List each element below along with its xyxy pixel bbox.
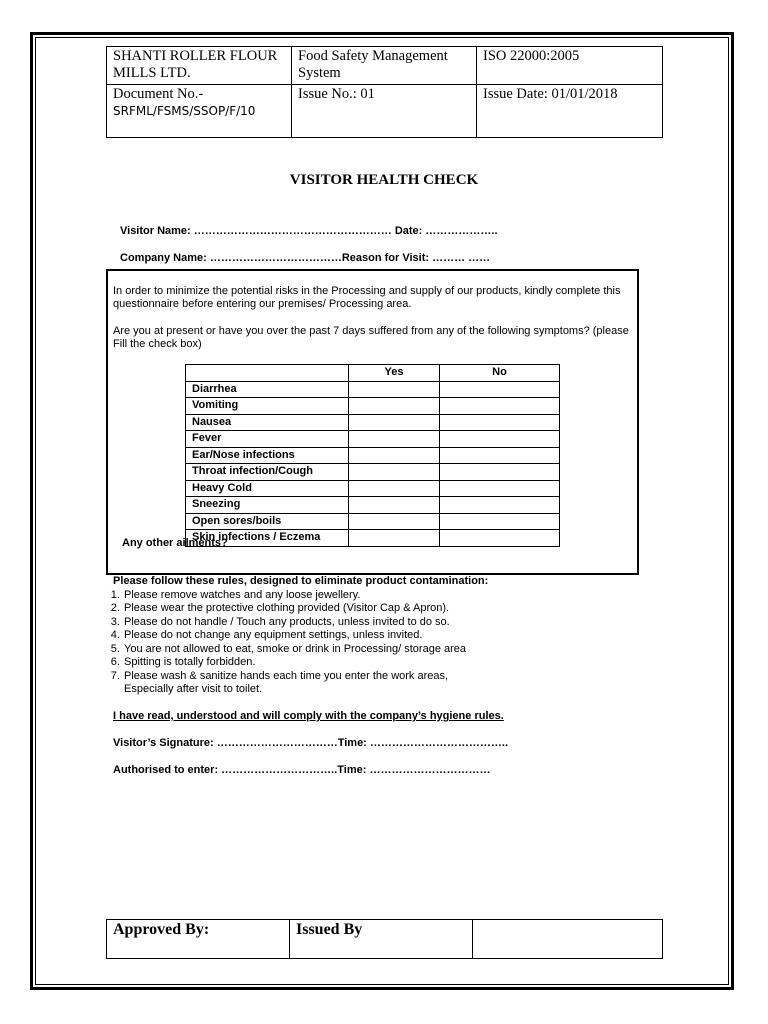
form-title: VISITOR HEALTH CHECK (289, 172, 479, 188)
yes-checkbox[interactable] (349, 480, 440, 497)
symptom-label: Skin infections / Eczema (186, 530, 349, 547)
list-item: 1. Please remove watches and any loose jewellery. (123, 589, 488, 603)
symptom-label: Sneezing (186, 497, 349, 514)
symptoms-table (185, 364, 560, 547)
table-row (186, 480, 560, 497)
symptom-label: Ear/Nose infections (186, 447, 349, 464)
rules-list (113, 589, 488, 684)
intro-paragraph: In order to minimize the potential risks in the Processing and supply of our products, kindly complete this questionnaire before entering our premises/ Processing area. (113, 285, 621, 310)
no-checkbox[interactable] (440, 530, 560, 547)
table-row (186, 513, 560, 530)
no-checkbox[interactable] (440, 398, 560, 415)
symptom-label: Fever (186, 431, 349, 448)
yes-checkbox[interactable] (349, 381, 440, 398)
table-row (186, 414, 560, 431)
symptom-label: Diarrhea (186, 381, 349, 398)
hygiene-rules (113, 575, 488, 697)
yes-checkbox[interactable] (349, 447, 440, 464)
other-ailments-field[interactable]: Any other ailments? (122, 537, 228, 549)
list-item: 5. You are not allowed to eat, smoke or drink in Processing/ storage area (123, 643, 488, 657)
issue-date-cell: Issue Date: 01/01/2018 (477, 85, 663, 138)
symptom-label: Heavy Cold (186, 480, 349, 497)
company-name-cell: SHANTI ROLLER FLOUR MILLS LTD. (107, 47, 292, 85)
no-checkbox[interactable] (440, 431, 560, 448)
standard-cell: ISO 22000:2005 (477, 47, 663, 85)
yes-checkbox[interactable] (349, 513, 440, 530)
list-item: 6. Spitting is totally forbidden. (123, 656, 488, 670)
rules-continuation: Especially after visit to toilet. (124, 683, 263, 695)
blank-signature-cell (473, 920, 663, 959)
no-checkbox[interactable] (440, 381, 560, 398)
list-item: 7. Please wash & sanitize hands each time you enter the work areas, (123, 670, 488, 684)
table-row (186, 530, 560, 547)
document-number-value: SRFML/FSMS/SSOP/F/10 (113, 104, 256, 118)
no-checkbox[interactable] (440, 464, 560, 481)
visitor-name-field[interactable]: Visitor Name: ……………………………………………… Date: ……………….. (120, 225, 498, 237)
table-row (186, 398, 560, 415)
table-row (186, 431, 560, 448)
yes-checkbox[interactable] (349, 398, 440, 415)
table-row (186, 381, 560, 398)
yes-checkbox[interactable] (349, 464, 440, 481)
no-checkbox[interactable] (440, 513, 560, 530)
approved-by-cell: Approved By: (107, 920, 290, 959)
issued-by-cell: Issued By (290, 920, 473, 959)
yes-checkbox[interactable] (349, 497, 440, 514)
yes-column-header: Yes (349, 365, 440, 382)
table-row (186, 497, 560, 514)
no-checkbox[interactable] (440, 497, 560, 514)
list-item: 4. Please do not change any equipment settings, unless invited. (123, 629, 488, 643)
symptom-label: Open sores/boils (186, 513, 349, 530)
yes-checkbox[interactable] (349, 530, 440, 547)
symptom-label: Nausea (186, 414, 349, 431)
system-cell: Food Safety Management System (292, 47, 477, 85)
symptom-label: Vomiting (186, 398, 349, 415)
yes-checkbox[interactable] (349, 431, 440, 448)
company-name-field[interactable]: Company Name: ………………………………Reason for Visit: ……… …… (120, 252, 491, 264)
document-header-table (106, 46, 663, 138)
symptoms-question: Are you at present or have you over the past 7 days suffered from any of the following symptoms? (please Fill the check box) (113, 325, 629, 350)
issue-number-cell: Issue No.: 01 (292, 85, 477, 138)
document-number-cell (107, 85, 292, 138)
table-row (186, 447, 560, 464)
no-checkbox[interactable] (440, 480, 560, 497)
symptom-label: Throat infection/Cough (186, 464, 349, 481)
agreement-statement: I have read, understood and will comply with the company’s hygiene rules. (113, 710, 504, 722)
no-checkbox[interactable] (440, 414, 560, 431)
no-column-header: No (440, 365, 560, 382)
no-checkbox[interactable] (440, 447, 560, 464)
list-item: 2. Please wear the protective clothing provided (Visitor Cap & Apron). (123, 602, 488, 616)
table-row (186, 464, 560, 481)
document-number-label: Document No.- (113, 86, 204, 102)
yes-checkbox[interactable] (349, 414, 440, 431)
visitor-signature-field[interactable]: Visitor’s Signature: ……………………………Time: ……………………………….. (113, 737, 509, 749)
list-item: 3. Please do not handle / Touch any products, unless invited to do so. (123, 616, 488, 630)
symptom-header-cell (186, 365, 349, 382)
rules-heading: Please follow these rules, designed to eliminate product contamination: (113, 575, 489, 587)
table-header-row (186, 365, 560, 382)
authorised-entry-field[interactable]: Authorised to enter: …………………………..Time: …………………………… (113, 764, 491, 776)
approval-footer-table (106, 919, 663, 959)
